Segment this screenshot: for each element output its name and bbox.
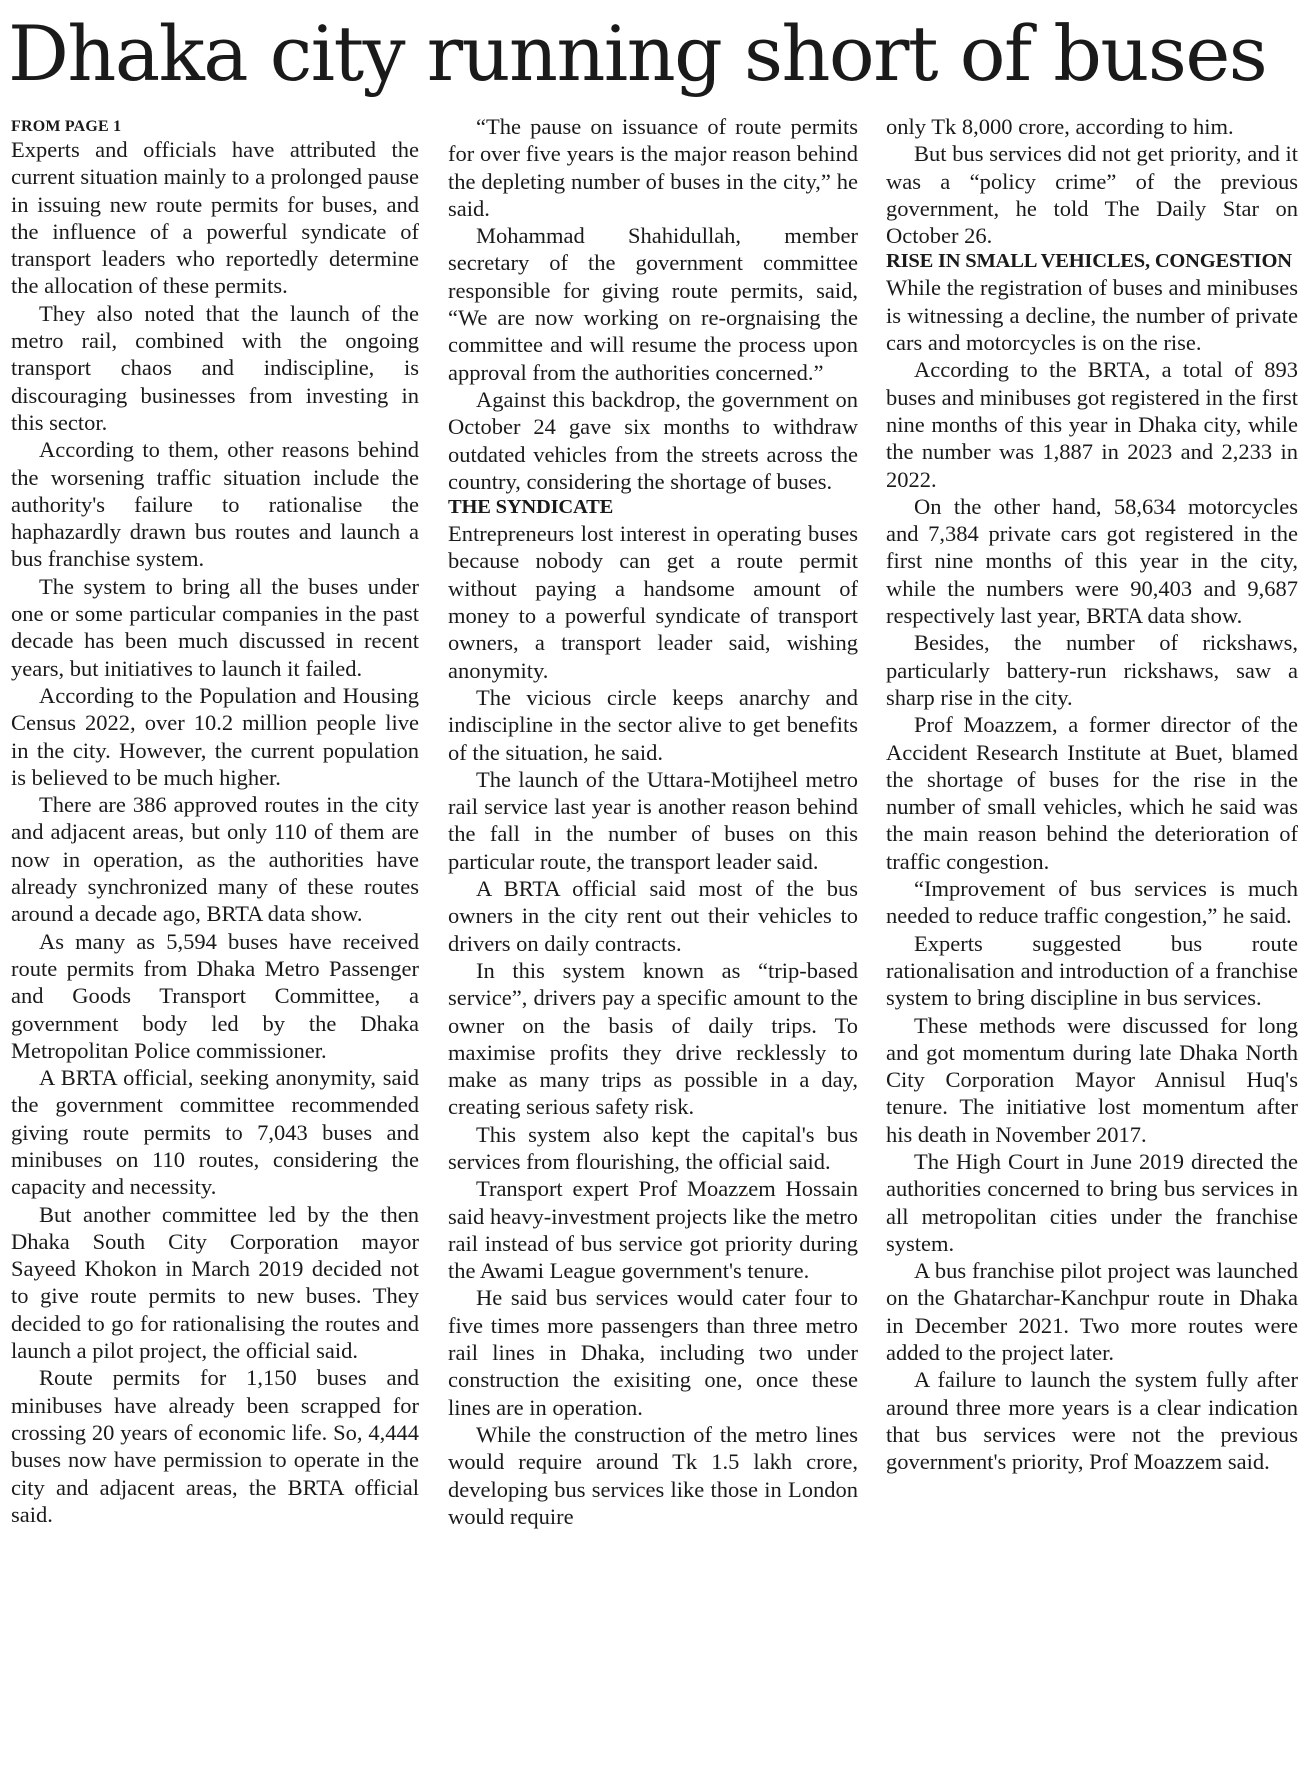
paragraph: The High Court in June 2019 directed the authorities concerned to bring bus services in all metropolitan cities under the franchise system. [886,1148,1298,1256]
paragraph: On the other hand, 58,634 motorcycles and 7,384 private cars got registered in the first nine months of this year in the city, while the numbers were 90,403 and 9,687 respectively last year, BRTA data show. [886,493,1298,629]
paragraph: As many as 5,594 buses have received route permits from Dhaka Metro Passenger and Goods Transport Committee, a government body led by the Dhaka Metropolitan Police commissioner. [11,928,419,1063]
paragraph: He said bus services would cater four to five times more passengers than three metro rail lines in Dhaka, including two under construction the exisiting one, once these lines are in operation. [448,1285,858,1420]
article-column-2 [448,113,858,1530]
paragraph: A bus franchise pilot project was launched on the Ghatarchar-Kanchpur route in Dhaka in December 2021. Two more routes were added to the project later. [886,1258,1298,1366]
paragraph: Transport expert Prof Moazzem Hossain said heavy-investment projects like the metro rail instead of bus service got priority during the Awami League government's tenure. [448,1176,858,1284]
paragraph: There are 386 approved routes in the city and adjacent areas, but only 110 of them are now in operation, as the authorities have already synchronized many of these routes around a decade ago, BRTA data show. [11,792,419,927]
paragraph: “The pause on issuance of route permits for over five years is the major reason behind the depleting number of buses in the city,” he said. [448,114,858,221]
paragraph: They also noted that the launch of the metro rail, combined with the ongoing transport chaos and indiscipline, is discouraging businesses from investing in this sector. [11,300,419,435]
paragraph: While the registration of buses and minibuses is witnessing a decline, the number of private cars and motorcycles is on the rise. [886,275,1298,356]
paragraph: A failure to launch the system fully after around three more years is a clear indication that bus services were not the previous government's priority, Prof Moazzem said. [886,1367,1298,1475]
paragraph: Against this backdrop, the government on October 24 gave six months to withdraw outdated vehicles from the streets across the country, considering the shortage of buses. [448,386,858,494]
paragraph: Entrepreneurs lost interest in operating buses because nobody can get a route permit without paying a handsome amount of money to a powerful syndicate of transport owners, a transport leader said, wishing anonymity. [448,521,858,683]
paragraph: This system also kept the capital's bus services from flourishing, the official said. [448,1121,858,1174]
paragraph: Mohammad Shahidullah, member secretary of the government committee responsible for giving route permits, said, “We are now working on re-orgnaising the committee and will resume the process upon approval from the authorities concerned.” [448,223,858,385]
paragraph: But another committee led by the then Dhaka South City Corporation mayor Sayeed Khokon in March 2019 decided not to give route permits to new buses. They decided to go for rationalising the routes and launch a pilot project, the official said. [11,1201,419,1364]
paragraph: The vicious circle keeps anarchy and indiscipline in the sector alive to get benefits of the situation, he said. [448,684,858,765]
paragraph: “Improvement of bus services is much needed to reduce traffic congestion,” he said. [886,876,1298,929]
paragraph: The launch of the Uttara-Motijheel metro rail service last year is another reason behind the fall in the number of buses on this particular route, the transport leader said. [448,766,858,874]
paragraph: A BRTA official said most of the bus owners in the city rent out their vehicles to drivers on daily contracts. [448,876,858,956]
paragraph: According to the BRTA, a total of 893 buses and minibuses got registered in the first nine months of this year in Dhaka city, while the number was 1,887 in 2023 and 2,233 in 2022. [886,357,1298,492]
paragraph: Route permits for 1,150 buses and minibuses have already been scrapped for crossing 20 years of economic life. So, 4,444 buses now have permission to operate in the city and adjacent areas, the BRTA official said. [11,1365,419,1527]
continuation-kicker: FROM PAGE 1 [11,118,122,135]
paragraph: According to them, other reasons behind the worsening traffic situation include the authority's failure to rationalise the haphazardly drawn bus routes and launch a bus franchise system. [11,437,419,572]
article-column-1 [11,113,419,1528]
paragraph: But bus services did not get priority, and it was a “policy crime” of the previous government, he told The Daily Star on October 26. [886,141,1298,249]
paragraph: Experts suggested bus route rationalisation and introduction of a franchise system to bring discipline in bus services. [886,930,1298,1011]
headline: Dhaka city running short of buses [8,9,1267,98]
paragraph: In this system known as “trip-based service”, drivers pay a specific amount to the owner on the basis of daily trips. To maximise profits they drive recklessly to make as many trips as possible in a day, creating serious safety risk. [448,957,858,1120]
paragraph: Experts and officials have attributed the current situation mainly to a prolonged pause in issuing new route permits for buses, and the influence of a powerful syndicate of transport leaders who reportedly determine the allocation of these permits. [11,137,419,299]
paragraph: A BRTA official, seeking anonymity, said the government committee recommended giving route permits to 7,043 buses and minibuses on 110 routes, considering the capacity and necessity. [11,1065,419,1200]
paragraph: While the construction of the metro lines would require around Tk 1.5 lakh crore, developing bus services like those in London would require [448,1421,858,1529]
paragraph: Besides, the number of rickshaws, particularly battery-run rickshaws, saw a sharp rise in the city. [886,630,1298,710]
paragraph: only Tk 8,000 crore, according to him. [886,114,1234,139]
paragraph: Prof Moazzem, a former director of the Accident Research Institute at Buet, blamed the shortage of buses for the rise in the number of small vehicles, which he said was the main reason behind the deterioration of traffic congestion. [886,712,1298,874]
article-column-3 [886,113,1298,1476]
paragraph: According to the Population and Housing Census 2022, over 10.2 million people live in the city. However, the current population is believed to be much higher. [11,682,419,790]
section-subhead: RISE IN SMALL VEHICLES, CONGESTION [886,250,1292,273]
paragraph: The system to bring all the buses under one or some particular companies in the past decade has been much discussed in recent years, but initiatives to launch it failed. [11,573,419,681]
paragraph: These methods were discussed for long and got momentum during late Dhaka North City Corporation Mayor Annisul Huq's tenure. The initiative lost momentum after his death in November 2017. [886,1012,1298,1147]
section-subhead: THE SYNDICATE [448,496,614,519]
